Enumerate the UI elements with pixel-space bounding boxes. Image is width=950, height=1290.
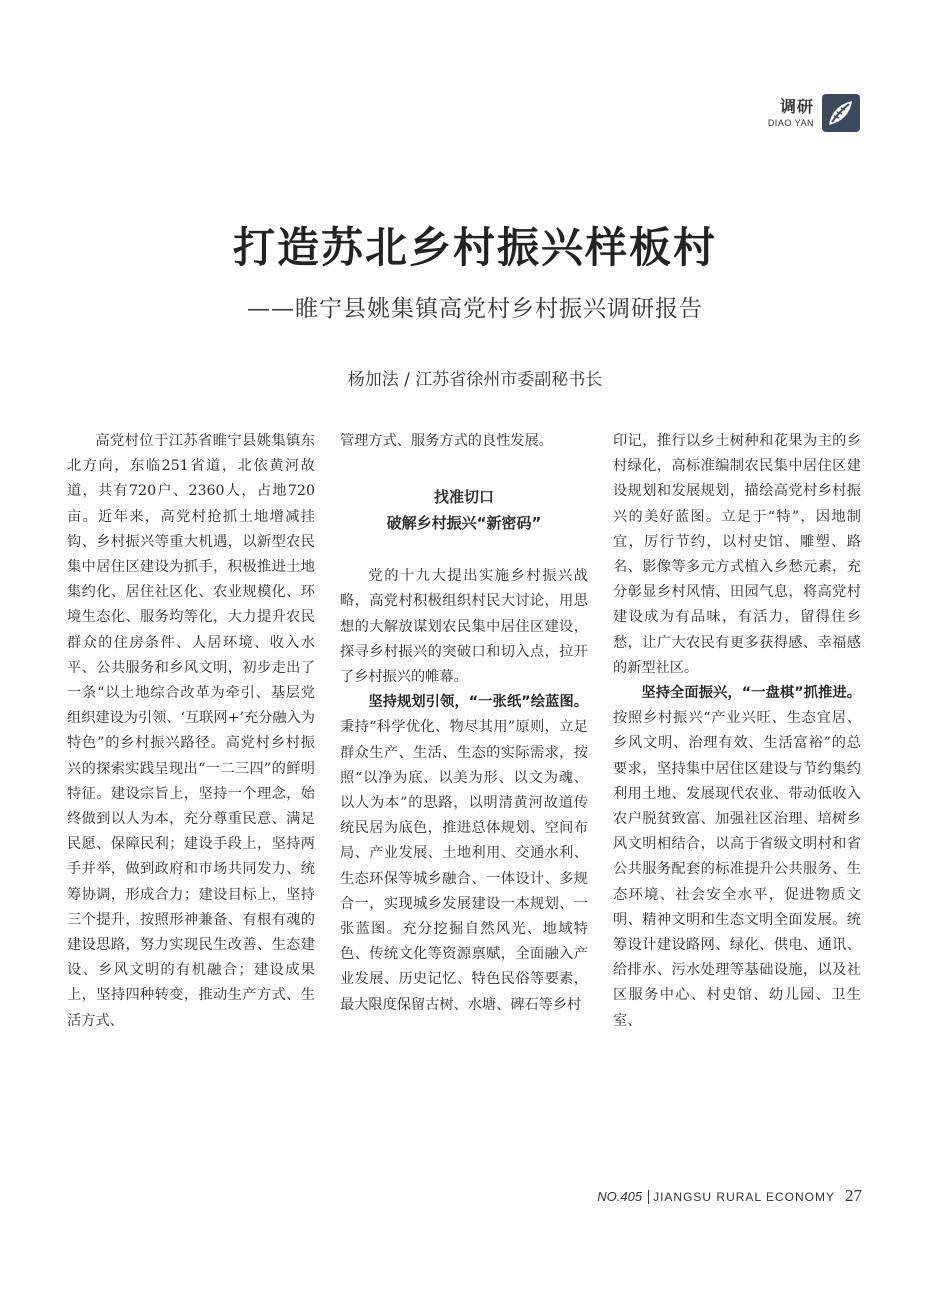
paragraph-4-lead: 坚持全面振兴，“一盘棋”抓推进。 — [641, 685, 861, 702]
page-footer — [597, 1186, 862, 1206]
page-number: 27 — [845, 1186, 862, 1205]
paragraph-3-text: 秉持“科学优化、物尽其用”原则，立足群众生产、生活、生态的实际需求，按照“以净为底、以美为形、以文为魂、以人为本”的思路，以明清黄河故道传统民居为底色，推进总体规划、空间布局、产业发展、土地利用、交通水利、生态环保等城乡融合、一体设计、多规合一，实现城乡发展建设一本规划、一张蓝图。充分挖掘自然风光、地域特色、传统文化等资源禀赋，全面融入产业发展、历史记忆、特色民俗等要素，最大限度保留古树、水塘、碑石等乡村 — [340, 719, 588, 1013]
text-column-3 — [613, 429, 861, 1034]
paragraph-3-continuation: 印记，推行以乡土树种和花果为主的乡村绿化，高标准编制农民集中居住区建设规划和发展规划，描绘高党村乡村振兴的美好蓝图。立足于“特”，因地制宜，厉行节约，以村史馆、雕塑、路名、影像等多元方式植入乡愁元素，充分彰显乡村风情、田园气息，将高党村建设成为有品味，有活力，留得住乡愁，让广大农民有更多获得感、幸福感的新型社区。 — [613, 433, 861, 676]
intro-paragraph: 高党村位于江苏省睢宁县姚集镇东北方向，东临251省道，北依黄河故道，共有720户、2360人，占地720亩。近年来，高党村抢抓土地增减挂钩、乡村振兴等重大机遇，以新型农民集中居住区建设为抓手，积极推进土地集约化、居住社区化、农业规模化、环境生态化、服务均等化，大力提升农民群众的住房条件、人居环境、收入水平、公共服务和乡风文明，初步走出了一条“以土地综合改革为牵引、基层党组织建设为引领、‘互联网+’充分融入为特色”的乡村振兴路径。高党村乡村振兴的探索实践呈现出“一二三四”的鲜明特征。建设宗旨上，坚持一个理念，始终做到以人为本，充分尊重民意、满足民愿、保障民利；建设手段上，坚持两手并举，做到政府和市场共同发力、统筹协调，形成合力；建设目标上，坚持三个提升，按照形神兼备、有根有魂的建设思路，努力实现民生改善、生态建设、乡风文明的有机融合；建设成果上，坚持四种转变，推动生产方式、生活方式、 — [67, 433, 315, 1029]
paragraph-2: 党的十九大提出实施乡村振兴战略，高党村积极组织村民大讨论，用思想的大解放谋划农民集中居住区建设，探寻乡村振兴的突破口和切入点，拉开了乡村振兴的帷幕。 — [340, 568, 588, 686]
paragraph-4 — [613, 681, 861, 1034]
magazine-name: JIANGSU RURAL ECONOMY — [648, 1190, 835, 1204]
author-byline: 杨加法 / 江苏省徐州市委副秘书长 — [347, 370, 603, 390]
paragraph-3 — [340, 690, 588, 1018]
article-title: 打造苏北乡村振兴样板村 — [232, 223, 717, 272]
wheat-leaf-icon — [822, 94, 860, 132]
intro-continuation: 管理方式、服务方式的良性发展。 — [340, 433, 553, 449]
section-label-english: DIAO YAN — [767, 118, 814, 128]
text-column-1 — [67, 429, 315, 1034]
section-heading-line2: 破解乡村振兴“新密码” — [386, 514, 542, 533]
section-label: 调研 — [779, 97, 814, 116]
issue-number: NO.405 — [597, 1189, 643, 1204]
paragraph-4-text: 按照乡村振兴“产业兴旺、生态宜居、乡风文明、治理有效、生活富裕”的总要求，坚持集中居住区建设与节约集约利用土地、发展现代农业、带动低收入农户脱贫致富、加强社区治理、培树乡风文明相结合，以高于省级文明村和省公共服务配套的标准提升公共服务、生态环境、社会安全水平，促进物质文明、精神文明和生态文明全面发展。统筹设计建设路网、绿化、供电、通讯、给排水、污水处理等基础设施，以及社区服务中心、村史馆、幼儿园、卫生室、 — [613, 710, 861, 1029]
text-column-2 — [340, 429, 588, 1018]
section-heading — [340, 484, 588, 536]
article-subtitle: ——睢宁县姚集镇高党村乡村振兴调研报告 — [247, 296, 703, 322]
section-heading-line1: 找准切口 — [433, 488, 494, 507]
section-tag — [760, 94, 860, 134]
paragraph-3-lead: 坚持规划引领，“一张纸”绘蓝图。 — [368, 694, 588, 711]
